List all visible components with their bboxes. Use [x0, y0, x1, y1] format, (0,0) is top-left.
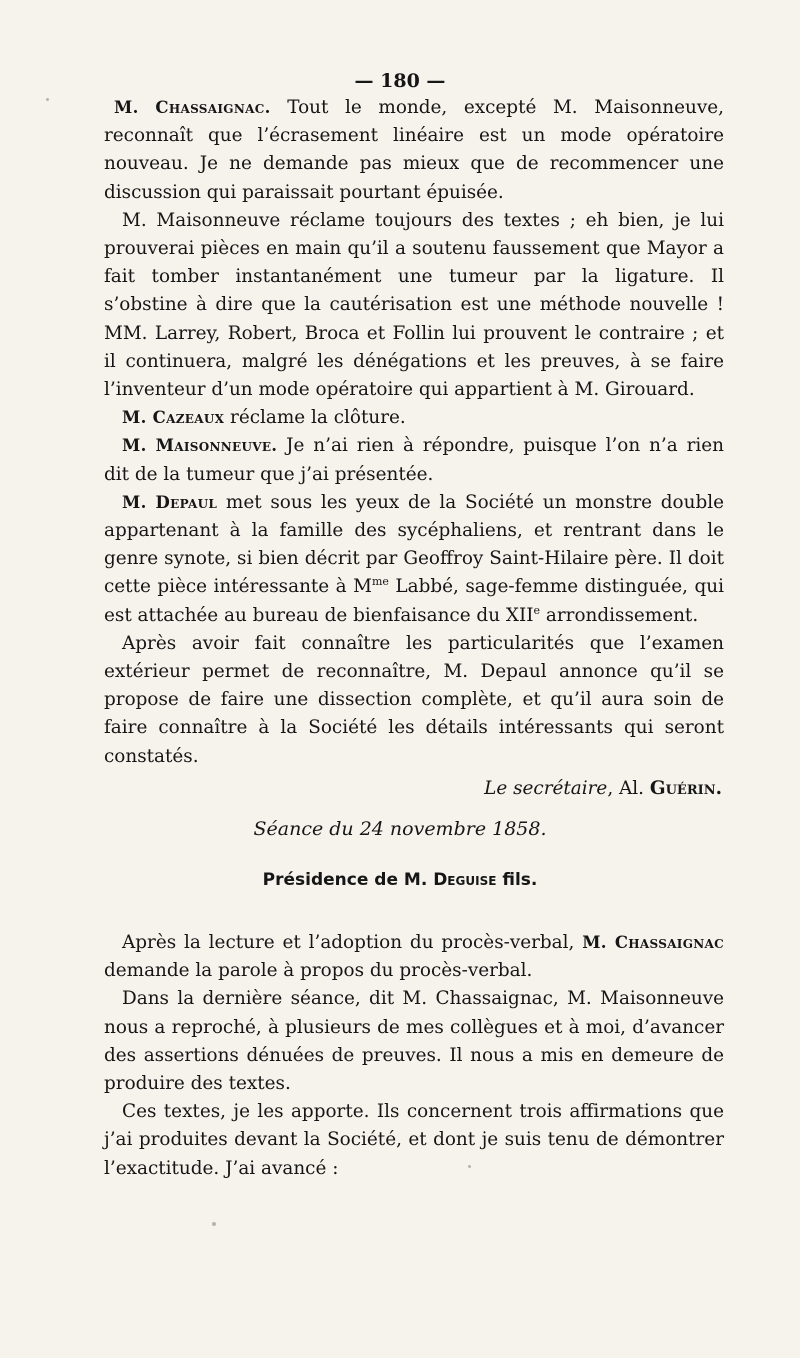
speaker-name: M. Chassaignac: [582, 933, 724, 952]
president-name: M. Deguise: [403, 870, 497, 890]
paragraph-text: Tout le monde, excepté M. Maisonneuve, reconnaît que l’écrasement linéaire est un mode opératoire nouveau. Je ne demande pas mieux que de recommencer une discussion qui paraissait pourtant épuisée.: [104, 97, 724, 203]
paper-speck: [468, 1165, 471, 1168]
paper-speck: [46, 98, 49, 101]
paragraph-ces-textes: [104, 1098, 724, 1183]
paragraph-text: Labbé, sage-femme distinguée, qui est attachée au bureau de bienfaisance du XII: [104, 576, 724, 626]
speaker-name: M. Chassaignac.: [114, 98, 271, 117]
paragraph-proces-verbal: [104, 929, 724, 985]
paragraph-maisonneuve-textes: [104, 207, 724, 404]
paragraph-cazeaux: [104, 404, 724, 432]
paragraph-maisonneuve: [104, 432, 724, 488]
paragraph-text: M. Maisonneuve réclame toujours des textes ; eh bien, je lui prouverai pièces en main qu’il a soutenu faussement que Mayor a fait tomber instantanément une tumeur par la ligature. Il s’obstine à dire que la cautérisation est une méthode nouvelle ! MM. Larrey, Robert, Broca et Follin lui prouvent le contraire ; et il continuera, malgré les dénégations et les preuves, à se faire l’inventeur d’un mode opératoire qui appartient à M. Girouard.: [104, 209, 724, 401]
session-title: Séance du 24 novembre 1858.: [253, 818, 547, 840]
paragraph-text: Je n’ai rien à répondre, puisque l’on n’a rien dit de la tumeur que j’ai présentée.: [104, 435, 724, 485]
paragraph-text: Ces textes, je les apporte. Ils concernent trois affirmations que j’ai produites devant la Société, et dont je suis tenu de démontrer l’exactitude. J’ai avancé :: [104, 1101, 724, 1179]
presidency-suffix: fils.: [496, 870, 538, 890]
minutes-text: [104, 94, 724, 803]
paragraph-text: réclame la clôture.: [224, 407, 406, 429]
speaker-name: M. Maisonneuve.: [122, 436, 278, 456]
page-number: — 180 —: [354, 70, 446, 92]
speaker-name: M. Depaul: [122, 492, 218, 512]
signature-surname: Guérin.: [649, 777, 722, 799]
paragraph-derniere-seance: [104, 985, 724, 1098]
paragraph-text: demande la parole à propos du procès-verbal.: [104, 960, 533, 982]
session-text: [104, 929, 724, 1183]
paragraph-text: Dans la dernière séance, dit M. Chassaignac, M. Maisonneuve nous a reproché, à plusieurs de mes collègues et à moi, d’avancer des assertions dénuées de preuves. Il nous a mis en demeure de produire des textes.: [104, 988, 724, 1095]
paragraph-text: Après avoir fait connaître les particularités que l’examen extérieur permet de reconnaître, M. Depaul annonce qu’il se propose de faire une dissection complète, et qu’il aura soin de faire connaître à la Société les détails intéressants qui seront constatés.: [104, 632, 724, 767]
speaker-name: M. Cazeaux: [122, 408, 225, 428]
signature: [104, 775, 724, 803]
superscript: e: [533, 603, 541, 617]
signature-name: , Al.: [607, 777, 650, 799]
paragraph-text: met sous les yeux de la Société un monstre double appartenant à la famille des sycéphaliens, et rentrant dans le genre synote, si bien décrit par Geoffroy Saint-Hilaire père. Il doit cette pièce intéressante à M: [104, 491, 724, 598]
paragraph-chassaignac: [104, 94, 724, 207]
presidency-prefix: Présidence de: [262, 870, 404, 890]
paragraph-depaul: [104, 489, 724, 630]
paragraph-text: arrondissement.: [540, 604, 699, 626]
superscript: me: [371, 575, 389, 589]
paragraph-text: Après la lecture et l’adoption du procès-verbal,: [122, 932, 583, 953]
paper-speck: [212, 1222, 216, 1226]
signature-role: Le secrétaire: [484, 777, 608, 799]
presidency-heading: [0, 870, 800, 890]
paragraph-depaul-dissection: [104, 630, 724, 771]
